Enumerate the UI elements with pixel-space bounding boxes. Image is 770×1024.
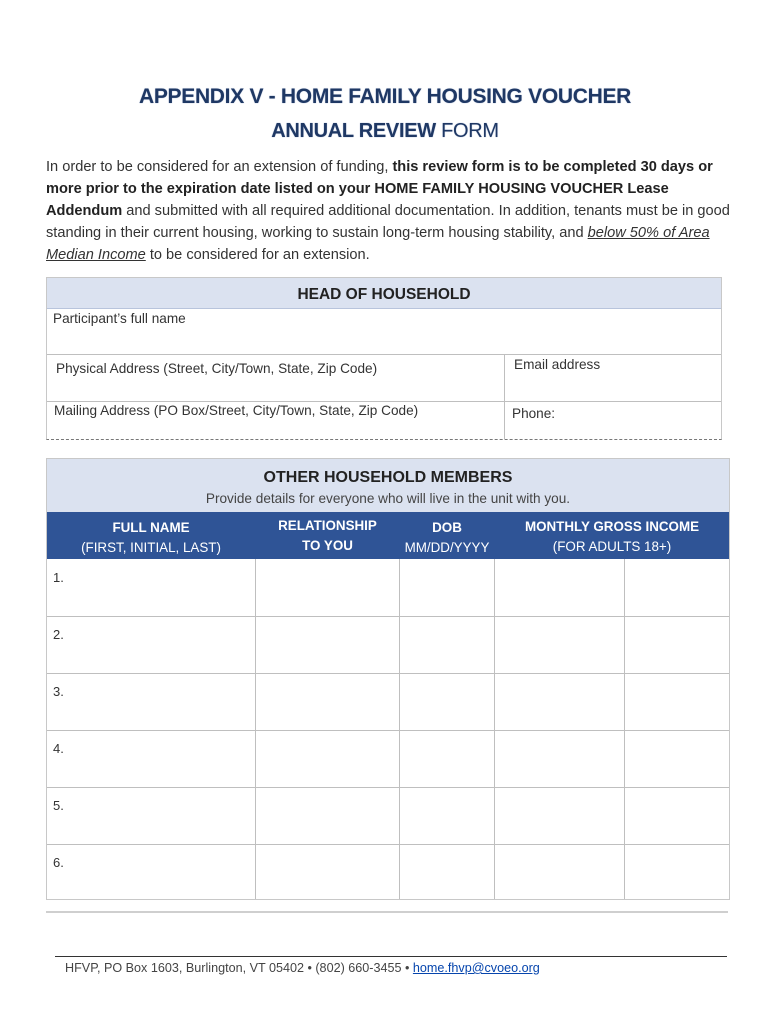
other-household-heading: OTHER HOUSEHOLD MEMBERS [263,469,513,486]
column-header-dob [400,518,494,558]
column-header-row [47,512,729,559]
footer-contact-text: HFVP, PO Box 1603, Burlington, VT 05402 • (802) 660-3455 • [65,961,413,975]
row-number-2: 2. [53,627,64,642]
intro-text-1: In order to be considered for an extension of funding, [46,159,393,175]
column-header-relationship [256,516,399,556]
form-title-form-word: FORM [441,120,499,142]
email-address-field[interactable] [505,355,721,401]
column-subtitle: (FIRST, INITIAL, LAST) [81,540,221,555]
other-household-subheading: Provide details for everyone who will live in the unit with you. [205,491,571,506]
household-member-row-3[interactable] [47,674,729,730]
participant-full-name-label: Participant’s full name [53,311,186,326]
other-household-header [47,459,729,512]
form-title-annual-review: ANNUAL REVIEW [271,120,436,142]
email-address-label: Email address [514,357,601,372]
form-title-line-2 [0,120,770,143]
mailing-address-field[interactable] [47,402,503,439]
column-title: DOB [432,520,462,535]
other-household-members-section [46,458,730,900]
household-member-row-1[interactable] [47,560,729,616]
section-divider [46,911,728,913]
column-subtitle: TO YOU [302,538,353,553]
intro-text-3: to be considered for an extension. [145,247,370,263]
head-of-household-heading: HEAD OF HOUSEHOLD [47,278,721,309]
intro-income-requirement: below 50% of Area Median Income [46,225,710,263]
column-title: FULL NAME [112,520,190,535]
row-number-5: 5. [53,798,64,813]
intro-text-2: and submitted with all required additional documentation. In addition, tenants must be in good standing in their current housing, working to sustain long-term housing stability, and [46,203,730,241]
intro-paragraph [46,156,736,266]
phone-field[interactable] [505,402,721,439]
phone-label: Phone: [512,406,556,421]
form-title-line-1: APPENDIX V - HOME FAMILY HOUSING VOUCHER [138,85,632,108]
column-header-monthly-income [495,517,729,557]
footer-divider [55,956,727,957]
column-subtitle: MM/DD/YYYY [404,540,490,555]
mailing-address-label: Mailing Address (PO Box/Street, City/Town, State, Zip Code) [54,403,419,418]
intro-bold-text: this review form is to be completed 30 days or more prior to the expiration date listed on your HOME FAMILY HOUSING VOUCHER Lease Addendum [46,159,713,219]
footer [65,961,540,975]
row-number-1: 1. [53,570,64,585]
household-member-row-6[interactable] [47,845,729,899]
column-header-full-name [47,518,255,558]
physical-address-label: Physical Address (Street, City/Town, State, Zip Code) [56,361,378,376]
household-member-row-5[interactable] [47,788,729,844]
household-member-row-2[interactable] [47,617,729,673]
physical-address-field[interactable] [47,355,503,401]
participant-full-name-field[interactable] [47,308,721,354]
column-subtitle: (FOR ADULTS 18+) [552,539,672,554]
column-title: MONTHLY GROSS INCOME [524,519,700,534]
row-number-6: 6. [53,855,64,870]
column-title: RELATIONSHIP [278,518,377,533]
footer-email-link[interactable]: home.fhvp@cvoeo.org [412,961,540,975]
row-number-4: 4. [53,741,64,756]
row-number-3: 3. [53,684,64,699]
head-of-household-section [46,277,722,440]
household-member-row-4[interactable] [47,731,729,787]
